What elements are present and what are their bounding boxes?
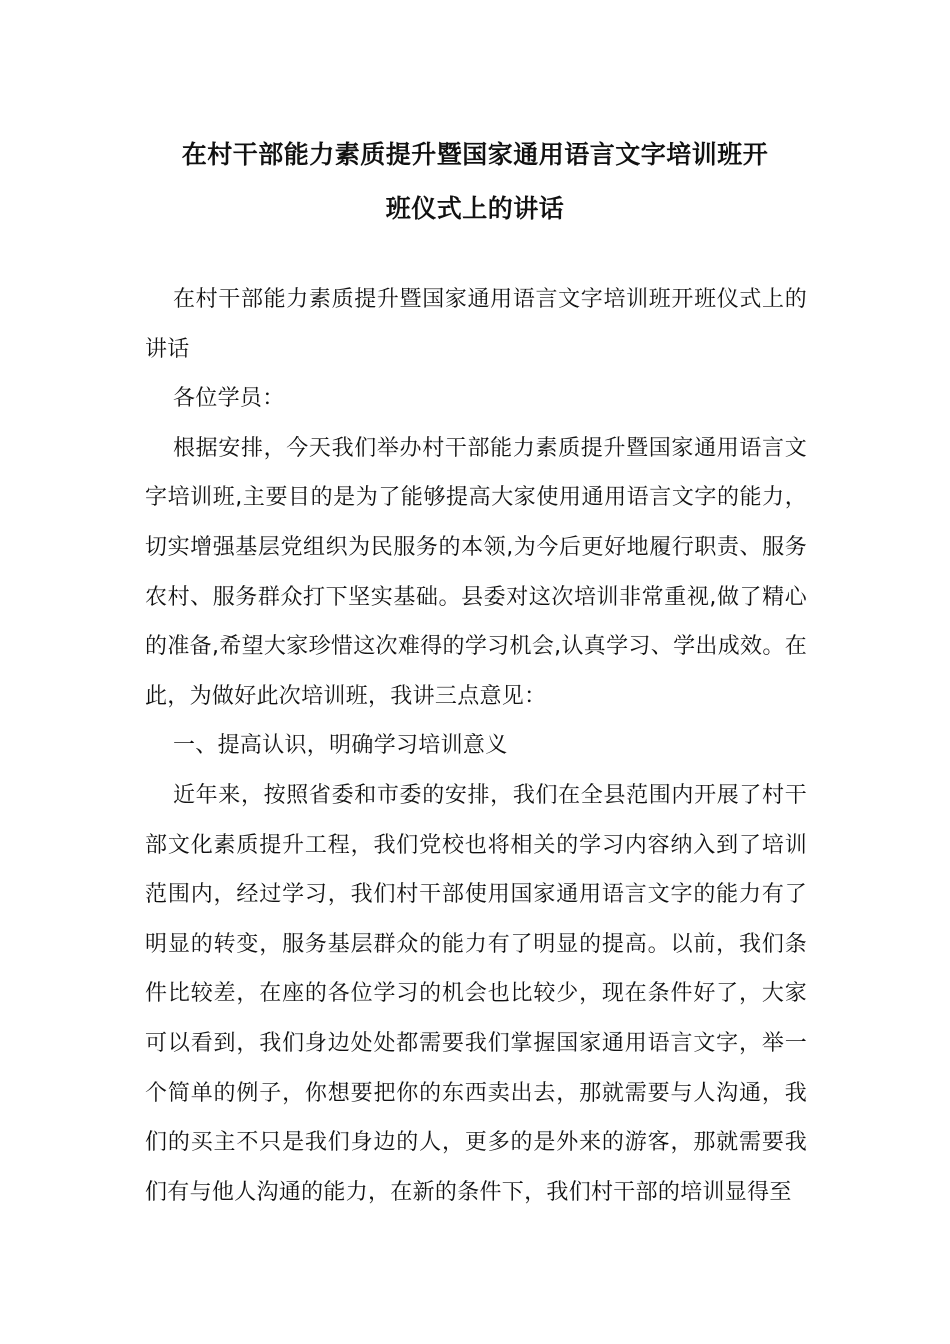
paragraph-intro: 根据安排，今天我们举办村干部能力素质提升暨国家通用语言文字培训班,主要目的是为了能够提高大家使用通用语言文字的能力，切实增强基层党组织为民服务的本领,为今后更好地履行职责、服务农村、服务群众打下坚实基础。县委对这次培训非常重视,做了精心的准备,希望大家珍惜这次难得的学习机会,认真学习、学出成效。在此，为做好此次培训班，我讲三点意见： [145,435,807,709]
paragraph-section-1: 近年来，按照省委和市委的安排，我们在全县范围内开展了村干部文化素质提升工程，我们党校也将相关的学习内容纳入到了培训范围内，经过学习，我们村干部使用国家通用语言文字的能力有了明显的转变，服务基层群众的能力有了明显的提高。以前，我们条件比较差，在座的各位学习的机会也比较少，现在条件好了，大家可以看到，我们身边处处都需要我们掌握国家通用语言文字，举一个简单的例子，你想要把你的东西卖出去，那就需要与人沟通，我们的买主不只是我们身边的人，更多的是外来的游客，那就需要我们有与他人沟通的能力，在新的条件下，我们村干部的培训显得至 [145,782,807,1205]
document-body [145,275,807,1217]
paragraph-subtitle: 在村干部能力素质提升暨国家通用语言文字培训班开班仪式上的讲话 [145,287,807,362]
section-heading-1: 一、提高认识，明确学习培训意义 [173,733,508,759]
title-line-2: 班仪式上的讲话 [385,194,565,223]
title-line-1: 在村干部能力素质提升暨国家通用语言文字培训班开 [181,140,769,169]
paragraph-salutation: 各位学员： [173,386,285,412]
document-title [145,128,805,236]
